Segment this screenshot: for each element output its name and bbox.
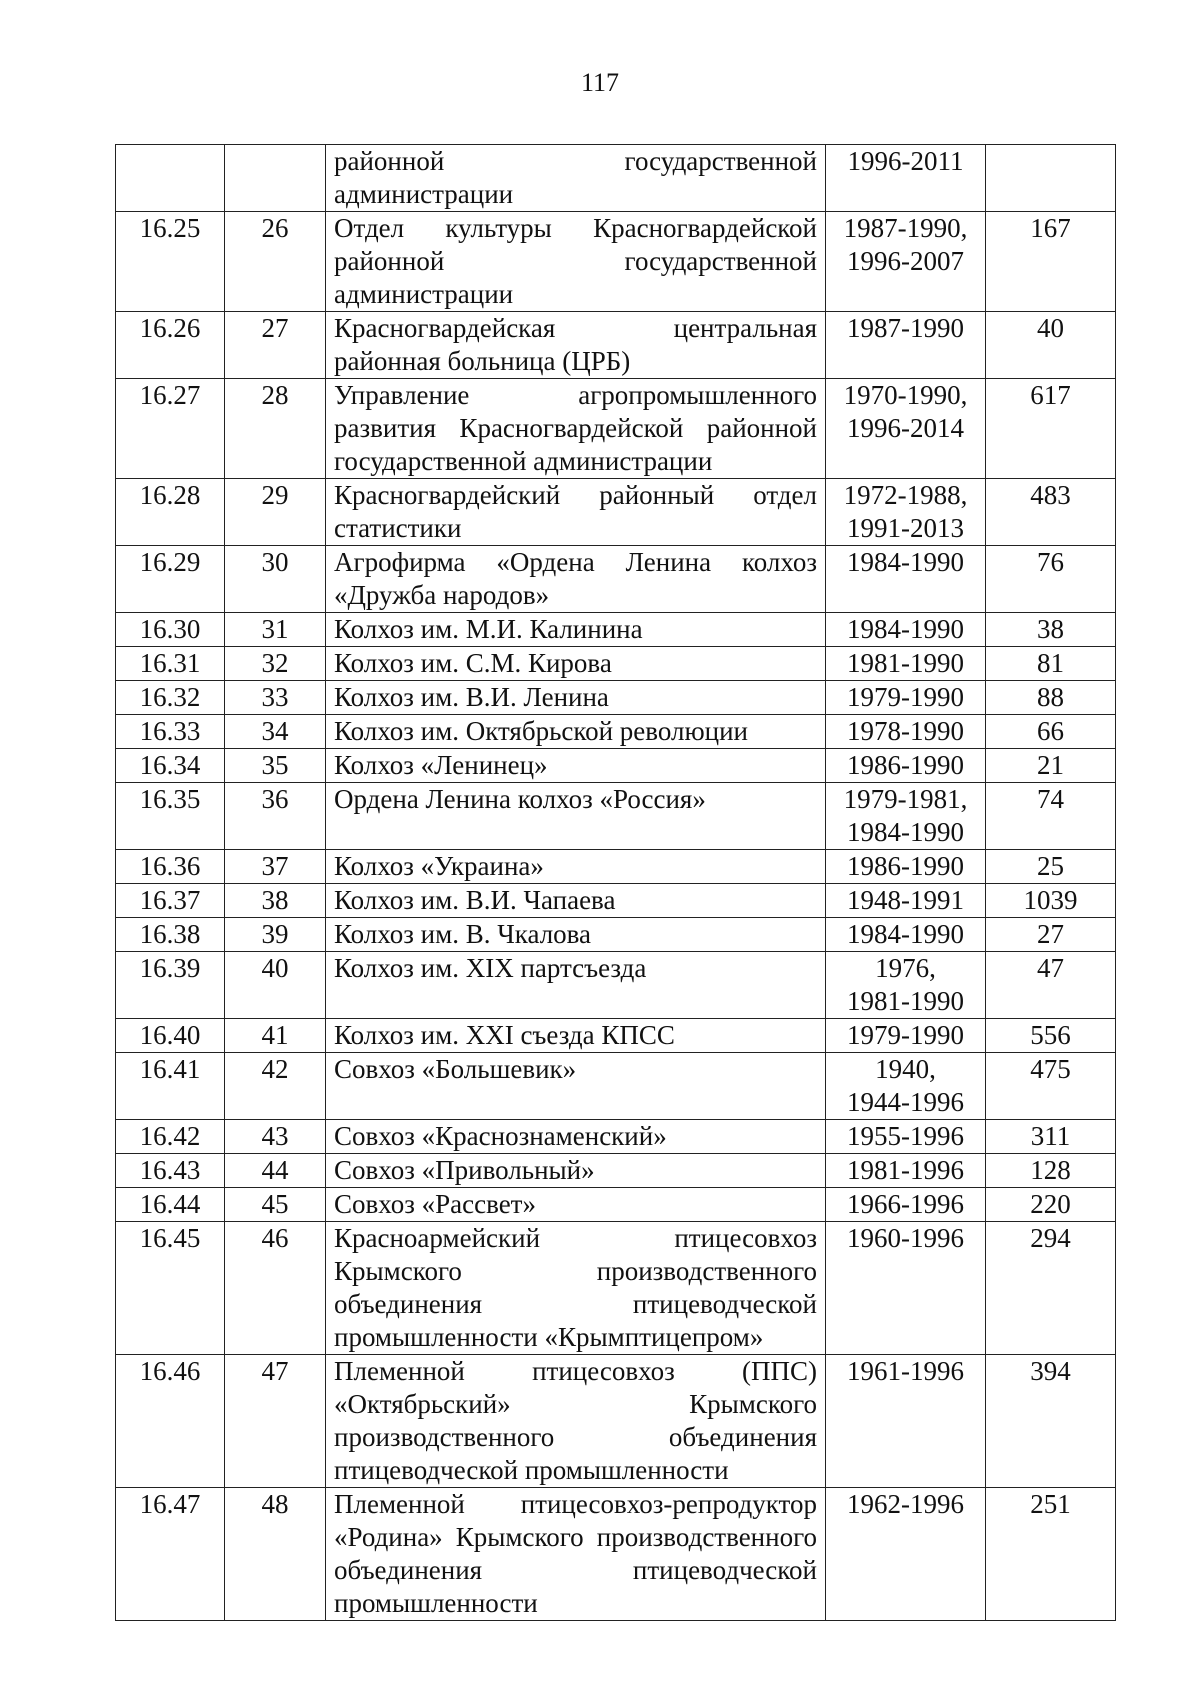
table-row	[116, 613, 1116, 647]
fond-number-cell: 46	[225, 1222, 326, 1355]
table-body	[116, 145, 1116, 1621]
archive-fonds-table	[115, 144, 1116, 1621]
years-line: 1984-1990	[847, 614, 964, 644]
table-row	[116, 647, 1116, 681]
section-number-cell: 16.44	[116, 1188, 225, 1222]
fond-number-cell: 40	[225, 952, 326, 1019]
storage-units-cell: 556	[986, 1019, 1116, 1053]
years-cell	[826, 145, 986, 212]
table-row	[116, 1154, 1116, 1188]
years-cell	[826, 681, 986, 715]
years-line: 1966-1996	[847, 1189, 964, 1219]
section-number-cell: 16.46	[116, 1355, 225, 1488]
table-row	[116, 379, 1116, 479]
years-cell	[826, 1488, 986, 1621]
table-row	[116, 145, 1116, 212]
fond-name-cell: Совхоз «Большевик»	[326, 1053, 826, 1120]
storage-units-cell: 88	[986, 681, 1116, 715]
years-line: 1970-1990,	[843, 380, 968, 410]
section-number-cell: 16.43	[116, 1154, 225, 1188]
section-number-cell: 16.41	[116, 1053, 225, 1120]
years-line: 1981-1990	[847, 648, 964, 678]
table-row	[116, 546, 1116, 613]
years-line: 1948-1991	[847, 885, 964, 915]
fond-number-cell: 47	[225, 1355, 326, 1488]
fond-number-cell: 33	[225, 681, 326, 715]
fond-name-cell: Колхоз им. В. Чкалова	[326, 918, 826, 952]
table-row	[116, 1053, 1116, 1120]
years-cell	[826, 1120, 986, 1154]
years-line: 1960-1996	[847, 1223, 964, 1253]
years-line: 1962-1996	[847, 1489, 964, 1519]
years-line: 1996-2011	[847, 146, 964, 176]
table-row	[116, 312, 1116, 379]
section-number-cell: 16.35	[116, 783, 225, 850]
storage-units-cell: 617	[986, 379, 1116, 479]
years-cell	[826, 546, 986, 613]
years-line: 1979-1981,	[843, 784, 968, 814]
years-line: 1955-1996	[847, 1121, 964, 1151]
years-cell	[826, 1222, 986, 1355]
storage-units-cell: 394	[986, 1355, 1116, 1488]
storage-units-cell: 475	[986, 1053, 1116, 1120]
section-number-cell: 16.38	[116, 918, 225, 952]
years-line: 1981-1996	[847, 1155, 964, 1185]
fond-name-cell: Совхоз «Рассвет»	[326, 1188, 826, 1222]
section-number-cell: 16.27	[116, 379, 225, 479]
years-line: 1986-1990	[847, 750, 964, 780]
fond-name-cell: Колхоз им. В.И. Ленина	[326, 681, 826, 715]
storage-units-cell: 47	[986, 952, 1116, 1019]
years-line: 1984-1990	[847, 547, 964, 577]
storage-units-cell: 66	[986, 715, 1116, 749]
fond-name-cell: Управление агропромышленного развития Красногвардейской районной государственной администрации	[326, 379, 826, 479]
storage-units-cell: 25	[986, 850, 1116, 884]
table-row	[116, 1488, 1116, 1621]
storage-units-cell: 128	[986, 1154, 1116, 1188]
storage-units-cell: 40	[986, 312, 1116, 379]
fond-name-cell: Красноармейский птицесовхоз Крымского производственного объединения птицеводческой промышленности «Крымптицепром»	[326, 1222, 826, 1355]
fond-name-cell: Колхоз им. С.М. Кирова	[326, 647, 826, 681]
years-line: 1940,	[875, 1054, 936, 1084]
table-row	[116, 1019, 1116, 1053]
years-line: 1996-2014	[847, 413, 964, 443]
storage-units-cell: 74	[986, 783, 1116, 850]
table-row	[116, 212, 1116, 312]
section-number-cell: 16.37	[116, 884, 225, 918]
years-line: 1996-2007	[847, 246, 964, 276]
years-cell	[826, 884, 986, 918]
fond-name-cell: Племенной птицесовхоз (ППС) «Октябрьский» Крымского производственного объединения птицеводческой промышленности	[326, 1355, 826, 1488]
storage-units-cell: 76	[986, 546, 1116, 613]
years-line: 1979-1990	[847, 1020, 964, 1050]
fond-name-cell: районной государственной администрации	[326, 145, 826, 212]
fond-number-cell: 39	[225, 918, 326, 952]
section-number-cell: 16.33	[116, 715, 225, 749]
years-cell	[826, 1355, 986, 1488]
fond-number-cell: 42	[225, 1053, 326, 1120]
years-cell	[826, 715, 986, 749]
years-cell	[826, 379, 986, 479]
section-number-cell: 16.25	[116, 212, 225, 312]
table-row	[116, 783, 1116, 850]
years-cell	[826, 1053, 986, 1120]
table-row	[116, 952, 1116, 1019]
fond-name-cell: Племенной птицесовхоз-репродуктор «Родина» Крымского производственного объединения птицеводческой промышленности	[326, 1488, 826, 1621]
storage-units-cell: 167	[986, 212, 1116, 312]
years-line: 1991-2013	[847, 513, 964, 543]
years-line: 1981-1990	[847, 986, 964, 1016]
storage-units-cell	[986, 145, 1116, 212]
fond-name-cell: Отдел культуры Красногвардейской районной государственной администрации	[326, 212, 826, 312]
fond-name-cell: Колхоз «Украина»	[326, 850, 826, 884]
storage-units-cell: 1039	[986, 884, 1116, 918]
years-cell	[826, 479, 986, 546]
years-line: 1978-1990	[847, 716, 964, 746]
fond-number-cell: 30	[225, 546, 326, 613]
years-line: 1961-1996	[847, 1356, 964, 1386]
years-line: 1987-1990,	[843, 213, 968, 243]
storage-units-cell: 27	[986, 918, 1116, 952]
section-number-cell: 16.26	[116, 312, 225, 379]
section-number-cell: 16.28	[116, 479, 225, 546]
fond-number-cell: 35	[225, 749, 326, 783]
fond-number-cell: 31	[225, 613, 326, 647]
fond-number-cell: 37	[225, 850, 326, 884]
section-number-cell	[116, 145, 225, 212]
fond-number-cell: 38	[225, 884, 326, 918]
fond-name-cell: Совхоз «Привольный»	[326, 1154, 826, 1188]
fond-name-cell: Колхоз им. XXI съезда КПСС	[326, 1019, 826, 1053]
fond-number-cell: 41	[225, 1019, 326, 1053]
storage-units-cell: 38	[986, 613, 1116, 647]
table-row	[116, 1222, 1116, 1355]
fond-number-cell: 28	[225, 379, 326, 479]
table-row	[116, 850, 1116, 884]
years-line: 1986-1990	[847, 851, 964, 881]
years-line: 1979-1990	[847, 682, 964, 712]
fond-name-cell: Агрофирма «Ордена Ленина колхоз «Дружба народов»	[326, 546, 826, 613]
table-row	[116, 1188, 1116, 1222]
fond-name-cell: Колхоз им. В.И. Чапаева	[326, 884, 826, 918]
years-cell	[826, 918, 986, 952]
fond-number-cell: 45	[225, 1188, 326, 1222]
table-row	[116, 918, 1116, 952]
years-line: 1987-1990	[847, 313, 964, 343]
storage-units-cell: 251	[986, 1488, 1116, 1621]
years-cell	[826, 783, 986, 850]
storage-units-cell: 81	[986, 647, 1116, 681]
fond-name-cell: Колхоз им. Октябрьской революции	[326, 715, 826, 749]
years-cell	[826, 749, 986, 783]
fond-number-cell: 34	[225, 715, 326, 749]
section-number-cell: 16.47	[116, 1488, 225, 1621]
fond-name-cell: Колхоз им. XIX партсъезда	[326, 952, 826, 1019]
section-number-cell: 16.29	[116, 546, 225, 613]
table-row	[116, 1355, 1116, 1488]
fond-name-cell: Колхоз «Ленинец»	[326, 749, 826, 783]
fond-name-cell: Красногвардейская центральная районная больница (ЦРБ)	[326, 312, 826, 379]
section-number-cell: 16.30	[116, 613, 225, 647]
fond-name-cell: Красногвардейский районный отдел статистики	[326, 479, 826, 546]
years-cell	[826, 212, 986, 312]
fond-name-cell: Ордена Ленина колхоз «Россия»	[326, 783, 826, 850]
section-number-cell: 16.45	[116, 1222, 225, 1355]
section-number-cell: 16.34	[116, 749, 225, 783]
fond-number-cell: 29	[225, 479, 326, 546]
storage-units-cell: 294	[986, 1222, 1116, 1355]
section-number-cell: 16.42	[116, 1120, 225, 1154]
storage-units-cell: 483	[986, 479, 1116, 546]
table-row	[116, 884, 1116, 918]
years-cell	[826, 1154, 986, 1188]
years-cell	[826, 1019, 986, 1053]
section-number-cell: 16.39	[116, 952, 225, 1019]
storage-units-cell: 311	[986, 1120, 1116, 1154]
years-line: 1972-1988,	[843, 480, 968, 510]
fond-number-cell: 44	[225, 1154, 326, 1188]
table-row	[116, 749, 1116, 783]
fond-number-cell: 26	[225, 212, 326, 312]
table-row	[116, 1120, 1116, 1154]
fond-number-cell: 27	[225, 312, 326, 379]
table-row	[116, 715, 1116, 749]
years-cell	[826, 1188, 986, 1222]
fond-number-cell: 43	[225, 1120, 326, 1154]
fond-number-cell: 48	[225, 1488, 326, 1621]
years-cell	[826, 952, 986, 1019]
storage-units-cell: 220	[986, 1188, 1116, 1222]
years-cell	[826, 613, 986, 647]
page-number: 117	[580, 68, 620, 97]
years-cell	[826, 850, 986, 884]
fond-number-cell: 32	[225, 647, 326, 681]
years-line: 1984-1990	[847, 919, 964, 949]
years-cell	[826, 312, 986, 379]
fond-name-cell: Совхоз «Краснознаменский»	[326, 1120, 826, 1154]
table-row	[116, 479, 1116, 546]
fond-name-cell: Колхоз им. М.И. Калинина	[326, 613, 826, 647]
years-line: 1976,	[875, 953, 936, 983]
table-row	[116, 681, 1116, 715]
section-number-cell: 16.36	[116, 850, 225, 884]
years-line: 1984-1990	[847, 817, 964, 847]
section-number-cell: 16.40	[116, 1019, 225, 1053]
section-number-cell: 16.31	[116, 647, 225, 681]
fond-number-cell	[225, 145, 326, 212]
years-line: 1944-1996	[847, 1087, 964, 1117]
years-cell	[826, 647, 986, 681]
storage-units-cell: 21	[986, 749, 1116, 783]
fond-number-cell: 36	[225, 783, 326, 850]
section-number-cell: 16.32	[116, 681, 225, 715]
